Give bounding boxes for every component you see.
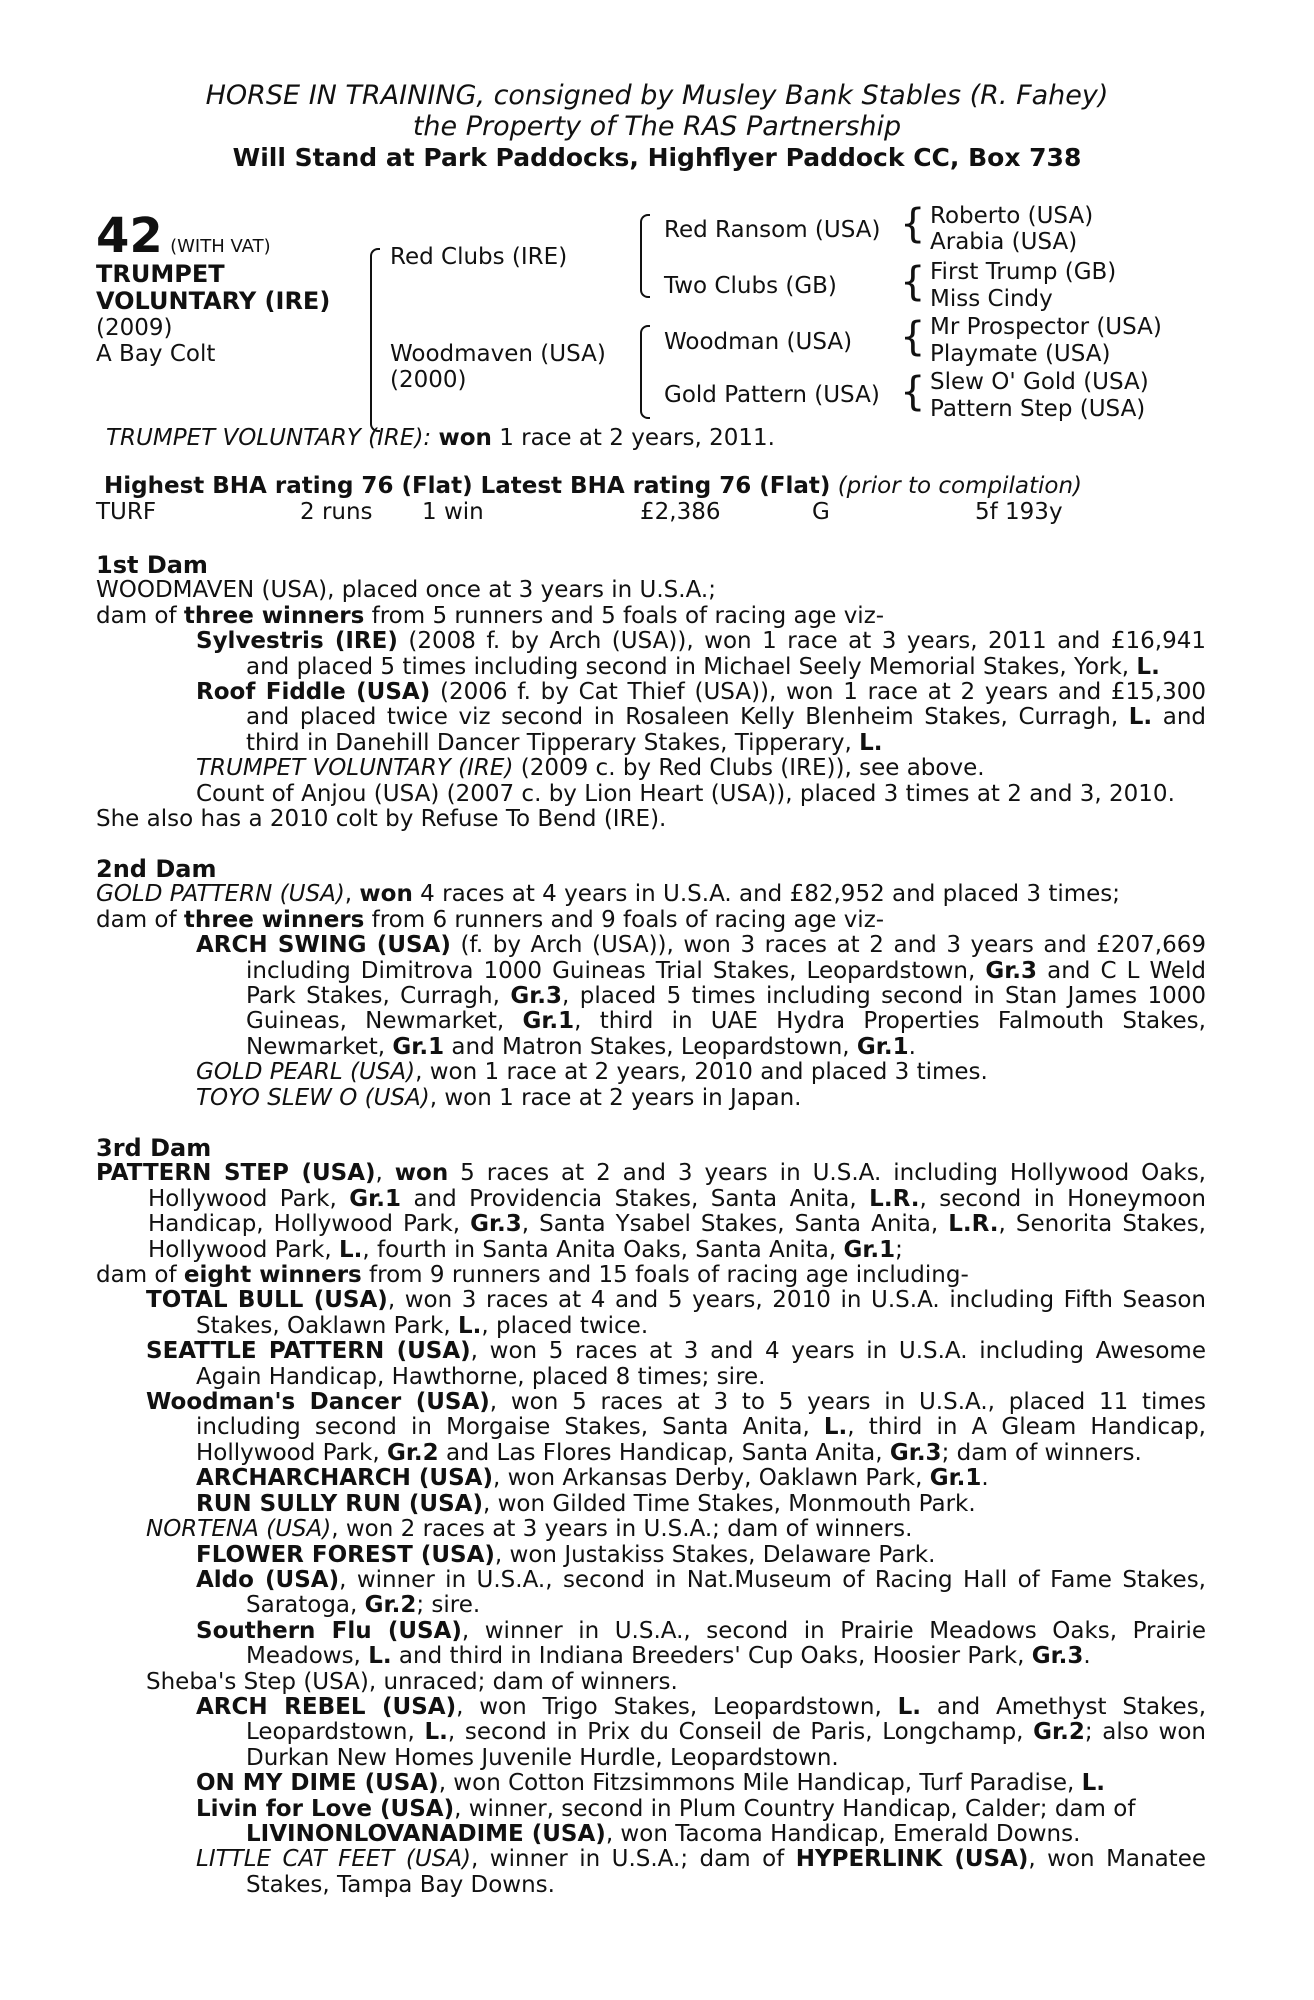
third-dam-section	[96, 1136, 1206, 1898]
t: Gr.2	[364, 1592, 417, 1619]
pedigree-bracket-4: {	[900, 201, 926, 247]
race-summary	[106, 426, 775, 451]
t: and third in Indiana Breeders' Cup Oaks, Hoosier Park,	[391, 1643, 1032, 1670]
produce-entry	[96, 1466, 1206, 1491]
t: Gr.1	[522, 1008, 575, 1035]
horse-name-line2: VOLUNTARY (IRE)	[96, 287, 331, 315]
t: (2008 f. by Arch (USA)), won 1 race at 3 years, 2011 and £16,941 and placed 5 times including second in Michael Seely Memorial Stakes, York,	[246, 628, 1206, 680]
produce-name: TOTAL BULL (USA)	[146, 1287, 388, 1314]
winners-count: three winners	[183, 602, 365, 629]
second-dam-section	[96, 857, 1206, 1111]
t: , placed twice.	[481, 1312, 649, 1339]
t: , won Cotton Fitzsimmons Mile Handicap, Turf Paradise,	[438, 1770, 1082, 1797]
t: 4 races at 4 years in U.S.A. and £82,952 and placed 3 times;	[412, 881, 1121, 908]
produce-name: LITTLE CAT FEET (USA)	[196, 1846, 472, 1873]
t: Gr.3	[889, 1439, 942, 1466]
produce-name: Roof Fiddle (USA)	[196, 679, 431, 706]
t: Gr.2	[1033, 1719, 1085, 1746]
t: Gr.3	[510, 983, 562, 1010]
second-dam-produce-summary	[96, 908, 1206, 933]
produce-name: TRUMPET VOLUNTARY (IRE)	[196, 755, 514, 782]
rating-text: Highest BHA rating 76 (Flat) Latest BHA rating 76 (Flat)	[104, 473, 831, 499]
pedigree-bracket-5: {	[900, 259, 926, 305]
t: from 9 runners and 15 foals of racing age including-	[361, 1262, 969, 1289]
turf-earnings: £2,386	[640, 499, 721, 525]
great-grandparent-3: First Trump (GB)	[930, 259, 1117, 285]
t: Gr.1	[349, 1185, 401, 1212]
t: , won Justakiss Stakes, Delaware Park.	[494, 1541, 936, 1568]
produce-entry	[96, 1543, 1206, 1568]
produce-name: ARCH REBEL (USA)	[196, 1693, 457, 1720]
t: , won Trigo Stakes, Leopardstown,	[456, 1693, 898, 1720]
consignor-line: HORSE IN TRAINING, consigned by Musley Bank Stables (R. Fahey)	[205, 80, 1109, 111]
sire: Red Clubs (IRE)	[390, 244, 568, 270]
t: L.	[859, 729, 883, 756]
produce-entry	[96, 680, 1206, 756]
t: , winner in U.S.A.; dam of	[471, 1846, 796, 1873]
t: and Las Flores Handicap, Santa Anita,	[438, 1439, 890, 1466]
third-dam-produce-summary	[96, 1263, 1206, 1288]
pedigree-bracket-6: {	[900, 314, 926, 360]
produce-entry: Count of Anjou (USA) (2007 c. by Lion Heart (USA)), placed 3 times at 2 and 3, 2010.	[196, 780, 1175, 807]
pedigree-bracket-2	[640, 214, 650, 298]
t: ,	[344, 881, 360, 908]
t: , third in UAE Hydra Properties Falmouth Stakes, Newmarket,	[246, 1008, 1206, 1060]
t: , won Arkansas Derby, Oaklawn Park,	[493, 1465, 930, 1492]
t: (2006 f. by Cat Thief (USA)), won 1 race at 2 years and £15,300 and placed twice viz second in Rosaleen Kelly Blenheim Stakes, Curragh,	[246, 679, 1207, 731]
t: from 6 runners and 9 foals of racing age viz-	[364, 906, 885, 933]
produce-name: TOYO SLEW O (USA)	[196, 1084, 430, 1111]
t: dam of	[96, 906, 184, 933]
produce-entry	[96, 1390, 1206, 1466]
t: .	[981, 1465, 989, 1492]
t: , won 2 races at 3 years in U.S.A.; dam of winners.	[331, 1516, 913, 1543]
t: .	[1083, 1643, 1091, 1670]
first-dam-produce-summary	[96, 604, 1206, 629]
horse-description: A Bay Colt	[96, 341, 216, 367]
second-dam-intro	[96, 882, 1206, 907]
t: from 5 runners and 5 foals of racing age viz-	[364, 602, 885, 629]
t: , won 3 races at 4 and 5 years, 2010 in U.S.A. including Fifth Season Stakes, Oaklawn Park,	[196, 1287, 1207, 1339]
t: L.	[458, 1312, 482, 1339]
t: ; dam of winners.	[941, 1439, 1142, 1466]
t: L.	[1136, 653, 1160, 680]
produce-name: FLOWER FOREST (USA)	[196, 1541, 495, 1568]
produce-name: NORTENA (USA)	[146, 1516, 332, 1543]
second-dam-heading: 2nd Dam	[96, 855, 217, 883]
summary-horse-name: TRUMPET VOLUNTARY (IRE)	[106, 425, 424, 451]
produce-name: LIVINONLOVANADIME (USA)	[246, 1820, 606, 1847]
t: L.	[368, 1643, 392, 1670]
t: HYPERLINK (USA)	[795, 1846, 1029, 1873]
sire-sire: Red Ransom (USA)	[664, 217, 881, 243]
t: , won Tacoma Handicap, Emerald Downs.	[605, 1820, 1081, 1847]
great-grandparent-8: Pattern Step (USA)	[930, 396, 1146, 422]
t: won	[394, 1160, 449, 1187]
turf-going: G	[812, 499, 830, 525]
t: , winner in U.S.A., second in Prairie Meadows Oaks, Prairie Meadows,	[246, 1617, 1206, 1670]
owner-line: the Property of The RAS Partnership	[412, 111, 902, 142]
produce-name: ARCHARCHARCH (USA)	[196, 1465, 493, 1492]
t: ;	[895, 1236, 903, 1263]
t: Gr.3	[470, 1211, 522, 1238]
produce-entry	[96, 1695, 1206, 1771]
winners-count: three winners	[183, 906, 365, 933]
dam-year: (2000)	[390, 367, 467, 393]
t: , third in A Gleam Handicap, Hollywood Park,	[196, 1414, 1206, 1466]
t: L.	[823, 1414, 848, 1441]
turf-label: TURF	[96, 499, 157, 525]
turf-distance: 5f 193y	[975, 499, 1063, 525]
horse-name-line1: TRUMPET	[96, 260, 225, 288]
t: Gr.1	[392, 1033, 445, 1060]
produce-entry	[96, 933, 1206, 1060]
third-dam-heading: 3rd Dam	[96, 1134, 212, 1162]
page-header	[0, 80, 1314, 173]
t: , won Gilded Time Stakes, Monmouth Park.	[482, 1490, 976, 1517]
dam-name: PATTERN STEP (USA)	[96, 1160, 376, 1187]
t: and Amethyst Stakes, Leopardstown,	[246, 1693, 1206, 1746]
sire-dam: Two Clubs (GB)	[664, 273, 837, 299]
t: Gr.1	[843, 1236, 896, 1263]
pedigree-bracket-7: {	[900, 369, 926, 415]
third-dam-intro	[96, 1161, 1206, 1263]
t: L.	[338, 1236, 363, 1263]
produce-name: Southern Flu (USA)	[196, 1617, 462, 1644]
summary-sep: :	[423, 425, 439, 451]
great-grandparent-6: Playmate (USA)	[930, 341, 1111, 367]
t: dam of	[96, 1262, 184, 1289]
t: , won 5 races at 3 and 4 years in U.S.A. including Awesome Again Handicap, Hawthorne, placed 8 times; sire.	[196, 1338, 1206, 1390]
produce-name: Sylvestris (IRE)	[196, 628, 398, 655]
great-grandparent-2: Arabia (USA)	[930, 229, 1078, 255]
t: L.	[897, 1693, 922, 1720]
t: Gr.1	[856, 1033, 909, 1060]
t: L.	[1081, 1770, 1106, 1797]
produce-entry	[96, 1339, 1206, 1390]
rating-note: (prior to compilation)	[837, 473, 1082, 499]
t: , winner, second in Plum Country Handicap, Calder; dam of	[454, 1795, 1136, 1822]
t: , won 1 race at 2 years, 2010 and placed 3 times.	[415, 1059, 988, 1086]
t: and third in Danehill Dancer Tipperary Stakes, Tipperary,	[246, 704, 1206, 756]
produce-name: GOLD PEARL (USA)	[196, 1059, 416, 1086]
produce-entry	[96, 629, 1206, 680]
t: , fourth in Santa Anita Oaks, Santa Anita,	[362, 1236, 844, 1263]
t: .	[908, 1033, 916, 1060]
produce-name: Aldo (USA)	[196, 1566, 340, 1593]
winners-count: eight winners	[183, 1262, 362, 1289]
t: , Santa Ysabel Stakes, Santa Anita,	[521, 1211, 949, 1238]
t: ; also won Durkan New Homes Juvenile Hurdle, Leopardstown.	[246, 1719, 1206, 1771]
t: , placed 5 times including second in Stan James 1000 Guineas, Newmarket,	[246, 983, 1206, 1035]
t: , winner in U.S.A., second in Nat.Museum of Racing Hall of Fame Stakes, Saratoga,	[246, 1566, 1206, 1619]
t: L.	[424, 1719, 448, 1746]
t: , won 5 races at 3 to 5 years in U.S.A., placed 11 times including second in Morgaise Stakes, Santa Anita,	[196, 1389, 1206, 1441]
produce-name: SEATTLE PATTERN (USA)	[146, 1338, 471, 1365]
t: ; sire.	[416, 1592, 481, 1619]
produce-entry	[96, 1517, 1206, 1542]
dam-dam: Gold Pattern (USA)	[664, 382, 880, 408]
t: Gr.3	[985, 957, 1038, 984]
first-dam-section	[96, 553, 1206, 832]
t: , second in Honeymoon Handicap, Hollywood Park,	[148, 1185, 1207, 1238]
horse-year: (2009)	[96, 315, 173, 341]
great-grandparent-4: Miss Cindy	[930, 286, 1053, 312]
t: , won 1 race at 2 years in Japan.	[429, 1084, 802, 1111]
t: (2009 c. by Red Clubs (IRE)), see above.	[513, 755, 985, 782]
pedigree-block	[0, 200, 1314, 451]
first-dam-intro: WOODMAVEN (USA), placed once at 3 years in U.S.A.;	[96, 577, 716, 604]
dam-sire: Woodman (USA)	[664, 329, 853, 355]
produce-name: ON MY DIME (USA)	[196, 1770, 439, 1797]
t: , second in Prix du Conseil de Paris, Longchamp,	[447, 1719, 1034, 1746]
produce-entry	[96, 1568, 1206, 1619]
produce-entry	[96, 1086, 1206, 1111]
turf-runs: 2 runs	[300, 499, 373, 525]
great-grandparent-5: Mr Prospector (USA)	[930, 314, 1162, 340]
produce-name: Woodman's Dancer (USA)	[146, 1389, 490, 1416]
t: L.R.	[869, 1185, 920, 1212]
vat-note: (WITH VAT)	[170, 236, 271, 257]
summary-won: won	[438, 425, 492, 451]
t: Gr.1	[929, 1465, 982, 1492]
dam: Woodmaven (USA)	[390, 341, 606, 367]
t: L.R.	[948, 1211, 999, 1238]
t: , Senorita Stakes, Hollywood Park,	[148, 1211, 1206, 1263]
dam-name: GOLD PATTERN (USA)	[96, 881, 345, 908]
t: and Providencia Stakes, Santa Anita,	[400, 1185, 870, 1212]
location-line: Will Stand at Park Paddocks, Highflyer Paddock CC, Box 738	[232, 143, 1082, 172]
t: and C L Weld Park Stakes, Curragh,	[246, 957, 1206, 1010]
t: Gr.2	[386, 1439, 439, 1466]
great-grandparent-1: Roberto (USA)	[930, 203, 1094, 229]
produce-name: Livin for Love (USA)	[196, 1795, 455, 1822]
produce-entry: Sheba's Step (USA), unraced; dam of winners.	[146, 1668, 678, 1695]
produce-name: RUN SULLY RUN (USA)	[196, 1490, 483, 1517]
produce-entry	[96, 1288, 1206, 1339]
produce-entry	[96, 1619, 1206, 1670]
lot-number-row	[96, 208, 271, 264]
t: Gr.3	[1031, 1643, 1084, 1670]
produce-entry	[96, 1847, 1206, 1898]
turf-wins: 1 win	[422, 499, 484, 525]
pedigree-bracket-3	[640, 325, 650, 419]
t: ,	[375, 1160, 395, 1187]
first-dam-also: She also has a 2010 colt by Refuse To Bend (IRE).	[96, 806, 667, 833]
t: (f. by Arch (USA)), won 3 races at 2 and 3 years and £207,669 including Dimitrova 1000 Guineas Trial Stakes, Leopardstown,	[246, 932, 1206, 984]
produce-entry	[96, 1492, 1206, 1517]
summary-rest: 1 race at 2 years, 2011.	[491, 425, 775, 451]
t: L.	[1128, 704, 1153, 731]
produce-entry	[96, 1060, 1206, 1085]
bha-rating	[96, 474, 1206, 499]
pedigree-bracket-1	[370, 248, 380, 432]
t: dam of	[96, 602, 184, 629]
produce-name: ARCH SWING (USA)	[196, 932, 451, 959]
great-grandparent-7: Slew O' Gold (USA)	[930, 369, 1149, 395]
t: , won Manatee Stakes, Tampa Bay Downs.	[246, 1846, 1206, 1898]
produce-entry	[96, 1797, 1206, 1822]
t: and Matron Stakes, Leopardstown,	[444, 1033, 857, 1060]
t: won	[359, 881, 413, 908]
first-dam-heading: 1st Dam	[96, 551, 208, 579]
lot-number: 42	[96, 208, 163, 264]
t: 5 races at 2 and 3 years in U.S.A. including Hollywood Oaks, Hollywood Park,	[148, 1160, 1206, 1212]
produce-entry	[96, 1822, 1206, 1847]
produce-entry	[96, 1771, 1206, 1796]
produce-entry	[96, 756, 1206, 781]
